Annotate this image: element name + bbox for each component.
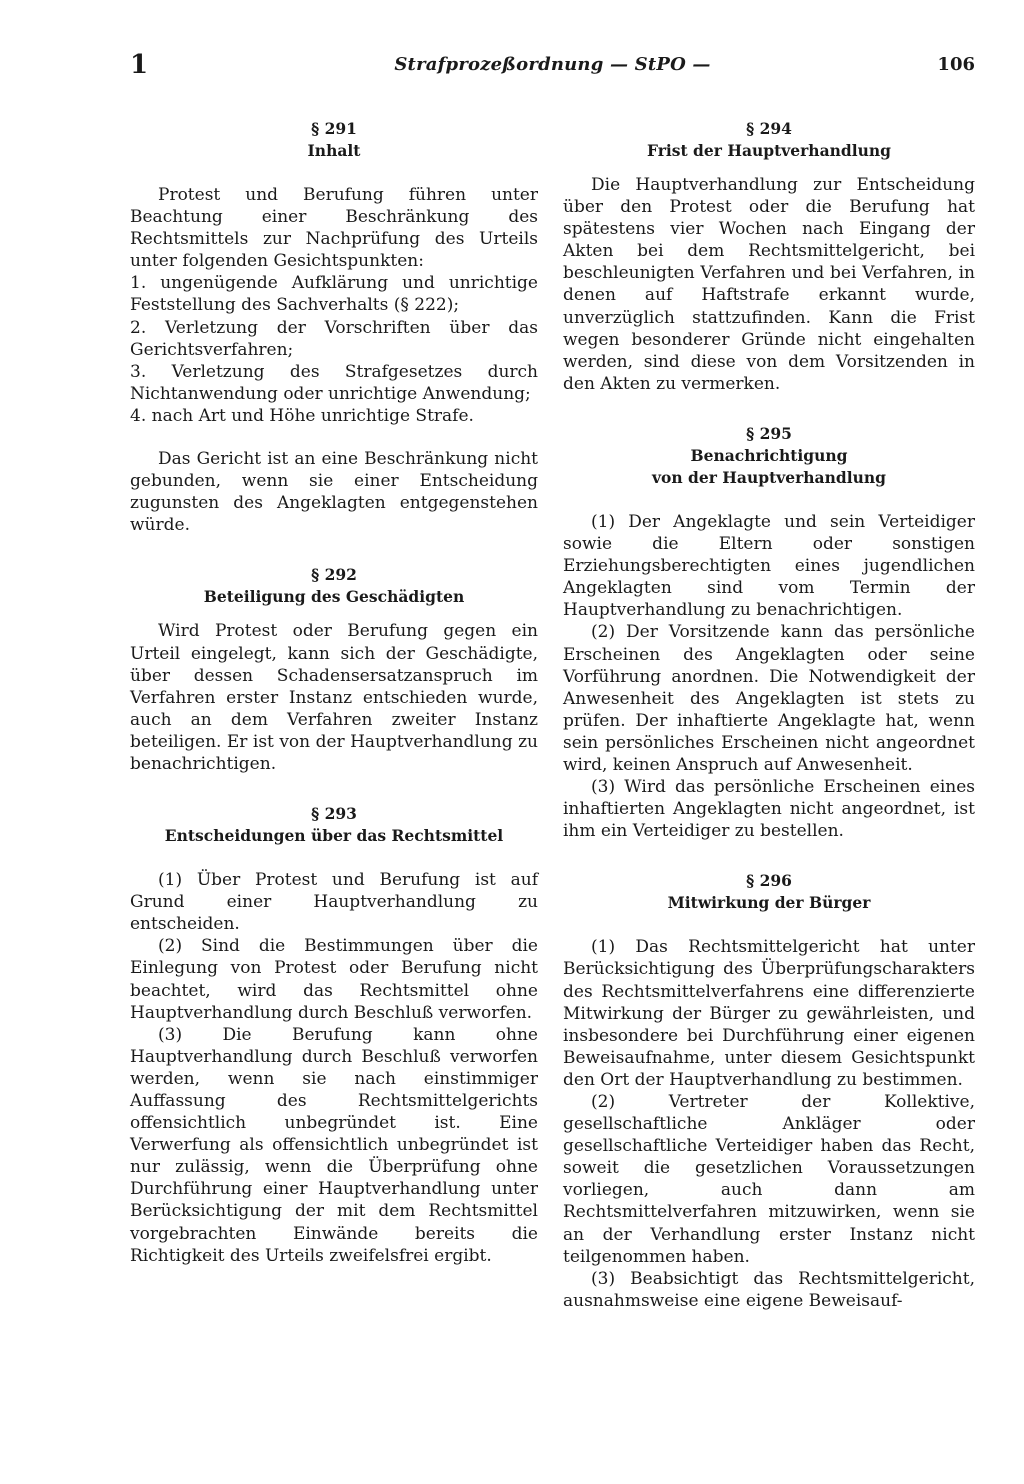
page-header xyxy=(130,50,975,84)
list-item: 1. ungenügende Aufklärung und unrichtige Feststellung des Sachverhalts (§ 222); xyxy=(130,273,538,316)
list-item: 3. Verletzung des Strafgesetzes durch Nichtanwendung oder unrichtige Anwendung; xyxy=(130,361,538,404)
list-item: 4. nach Art und Höhe unrichtige Strafe. xyxy=(130,405,474,426)
section-body xyxy=(130,184,538,536)
chapter-number: 1 xyxy=(130,50,149,80)
section-body xyxy=(130,620,538,775)
section-295 xyxy=(563,423,975,842)
section-number: § 295 xyxy=(746,423,792,443)
paragraph: Das Gericht ist an eine Beschränkung nicht gebunden, wenn sie einer Entscheidung zugunsten des Angeklagten entgegenstehen würde. xyxy=(130,449,538,536)
section-body xyxy=(563,936,975,1312)
paragraph: (3) Beabsichtigt das Rechtsmittelgericht, ausnahmsweise eine eigene Beweisauf- xyxy=(563,1268,975,1311)
section-body xyxy=(563,511,975,842)
section-title: Beteiligung des Geschädigten xyxy=(203,587,465,607)
paragraph: (1) Über Protest und Berufung ist auf Grund einer Hauptverhandlung zu entscheiden. xyxy=(130,870,538,935)
paragraph: Protest und Berufung führen unter Beachtung einer Beschränkung des Rechtsmittels zur Nachprüfung des Urteils unter folgenden Gesichtspunkten: xyxy=(130,185,538,272)
paragraph: (3) Wird das persönliche Erscheinen eines inhaftierten Angeklagten nicht angeordnet, ist ihm ein Verteidiger zu bestellen. xyxy=(563,777,975,842)
section-293 xyxy=(130,803,538,1267)
section-number: § 293 xyxy=(311,804,357,824)
section-body xyxy=(563,174,975,395)
section-number: § 292 xyxy=(311,565,357,585)
section-heading xyxy=(563,423,975,489)
paragraph: (2) Sind die Bestimmungen über die Einlegung von Protest oder Berufung nicht beachtet, wird das Rechtsmittel ohne Hauptverhandlung durch Beschluß verworfen. xyxy=(130,936,538,1023)
paragraph: (1) Der Angeklagte und sein Verteidiger sowie die Eltern oder sonstigen Erziehungsberechtigten eines jugendlichen Angeklagten sind vom Termin der Hauptverhandlung zu benachrichtigen. xyxy=(563,511,975,621)
section-number: § 294 xyxy=(746,119,792,138)
section-heading xyxy=(563,118,975,162)
list-item: 2. Verletzung der Vorschriften über das Gerichtsverfahren; xyxy=(130,317,538,360)
section-296 xyxy=(563,870,975,1312)
section-title: Frist der Hauptverhandlung xyxy=(646,141,891,160)
section-heading xyxy=(563,870,975,914)
section-292 xyxy=(130,564,538,775)
right-column xyxy=(563,118,975,1340)
paragraph: Die Hauptverhandlung zur Entscheidung über den Protest oder die Berufung hat spätestens vier Wochen nach Eingang der Akten bei dem Rechtsmittelgericht, bei beschleunigten Verfahren und bei Verfahren, in denen auf Haftstrafe erkannt wurde, unverzüglich stattzufinden. Kann die Frist wegen besonderer Gründe nicht eingehalten werden, sind diese von dem Vorsitzenden in den Akten zu vermerken. xyxy=(563,175,975,394)
paragraph: (1) Das Rechtsmittelgericht hat unter Berücksichtigung des Überprüfungscharakters des Rechtsmittelverfahrens eine differenzierte Mitwirkung der Bürger zu gewährleisten, und insbesondere bei Durchführung einer eigenen Beweisaufnahme, unter diesem Gesichtspunkt den Ort der Hauptverhandlung zu bestimmen. xyxy=(563,937,975,1090)
section-heading xyxy=(130,118,538,162)
left-column xyxy=(130,118,538,1295)
section-body xyxy=(130,869,538,1267)
section-title: Inhalt xyxy=(307,141,361,160)
section-294 xyxy=(563,118,975,395)
paragraph: Wird Protest oder Berufung gegen ein Urteil eingelegt, kann sich der Geschädigte, über dessen Schadensersatzanspruch im Verfahren erster Instanz entschieden wurde, auch an dem Verfahren zweiter Instanz beteiligen. Er ist von der Hauptverhandlung zu benachrichtigen. xyxy=(130,621,538,774)
section-number: § 291 xyxy=(311,119,357,138)
section-number: § 296 xyxy=(746,871,792,891)
running-title: Strafprozeßordnung — StPO — xyxy=(394,54,711,75)
section-title-line-1: Benachrichtigung xyxy=(690,445,848,465)
paragraph: (2) Vertreter der Kollektive, gesellschaftliche Ankläger oder gesellschaftliche Verteidiger haben das Recht, soweit die gesetzlichen Voraussetzungen vorliegen, auch dann am Rechtsmittelverfahren mitzuwirken, wenn sie an der Verhandlung erster Instanz nicht teilgenommen haben. xyxy=(563,1092,975,1267)
section-heading xyxy=(130,564,538,608)
section-title: Mitwirkung der Bürger xyxy=(667,893,871,913)
paragraph: (2) Der Vorsitzende kann das persönliche Erscheinen des Angeklagten oder seine Vorführung anordnen. Die Notwendigkeit der Anwesenheit des Angeklagten ist stets zu prüfen. Der inhaftierte Angeklagte hat, wenn sein persönliches Erscheinen nicht angeordnet wird, keinen Anspruch auf Anwesenheit. xyxy=(563,622,975,775)
section-title: Entscheidungen über das Rechtsmittel xyxy=(164,826,504,846)
page-number: 106 xyxy=(937,54,975,75)
section-title-line-2: von der Hauptverhandlung xyxy=(652,467,886,487)
section-291 xyxy=(130,118,538,536)
section-heading xyxy=(130,803,538,847)
paragraph: (3) Die Berufung kann ohne Hauptverhandlung durch Beschluß verworfen werden, wenn sie nach einstimmiger Auffassung des Rechtsmittelgerichts offensichtlich unbegründet ist. Eine Verwerfung als offensichtlich unbegründet ist nur zulässig, wenn die Überprüfung ohne Durchführung einer Hauptverhandlung unter Berücksichtigung der mit dem Rechtsmittel vorgebrachten Einwände bereits die Richtigkeit des Urteils zweifelsfrei ergibt. xyxy=(130,1024,538,1266)
